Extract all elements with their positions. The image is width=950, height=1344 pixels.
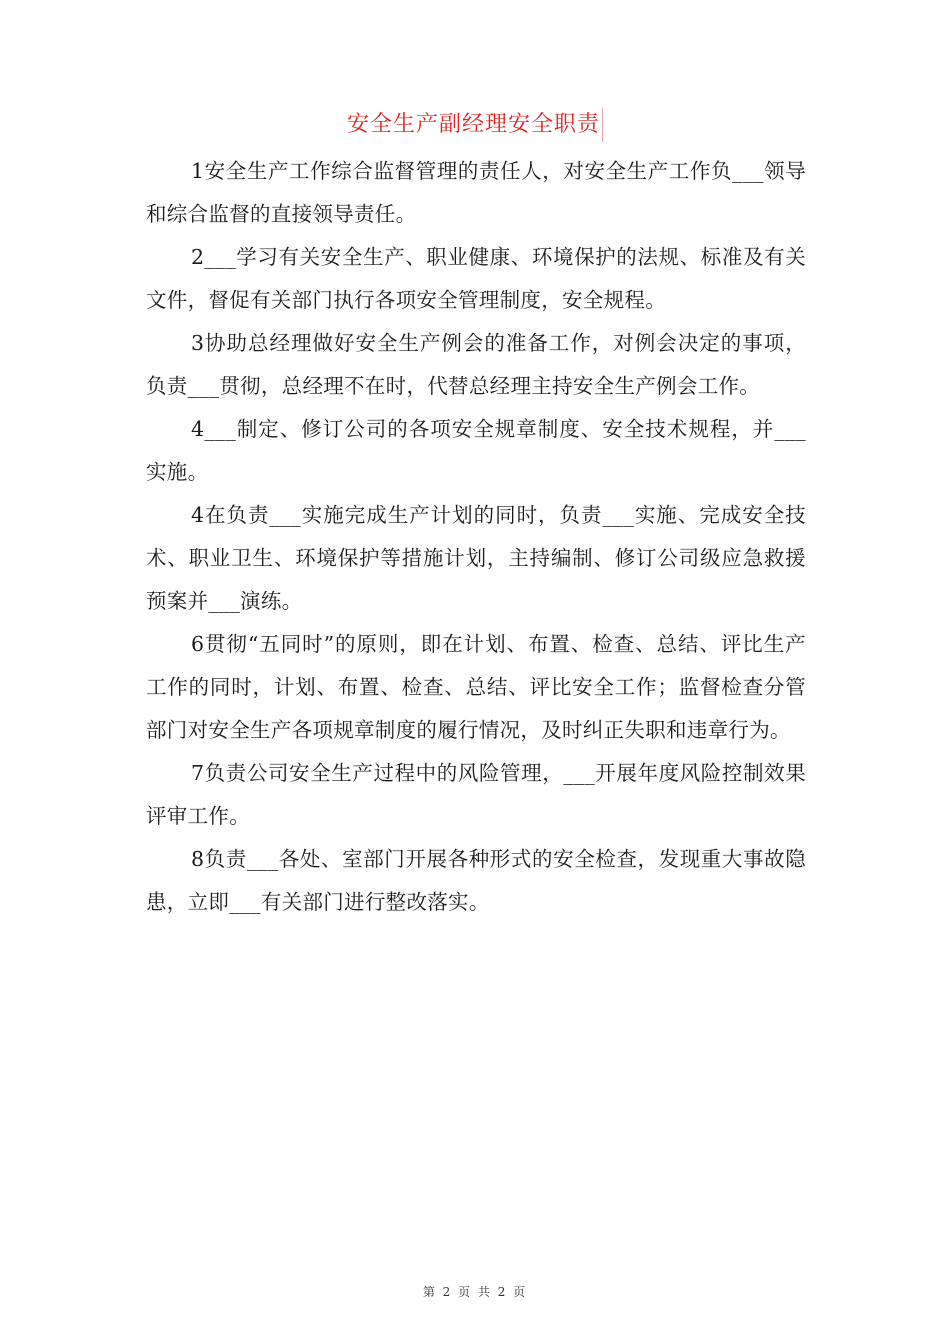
page-footer: 第 2 页 共 2 页 <box>422 1285 528 1299</box>
paragraph-8: 8负责___各处、室部门开展各种形式的安全检查，发现重大事故隐患，立即___有关部门进行整改落实。 <box>146 847 806 914</box>
paragraph-4: 4___制定、修订公司的各项安全规章制度、安全技术规程，并___实施。 <box>146 417 806 484</box>
paragraph-2: 2___学习有关安全生产、职业健康、环境保护的法规、标准及有关文件，督促有关部门执行各项安全管理制度，安全规程。 <box>146 245 806 312</box>
document-body <box>146 150 806 924</box>
paragraph-5: 4在负责___实施完成生产计划的同时，负责___实施、完成安全技术、职业卫生、环境保护等措施计划，主持编制、修订公司级应急救援预案并___演练。 <box>146 503 806 613</box>
document-title: 安全生产副经理安全职责 <box>347 108 603 142</box>
paragraph-3: 3协助总经理做好安全生产例会的准备工作，对例会决定的事项，负责___贯彻，总经理不在时，代替总经理主持安全生产例会工作。 <box>146 331 806 398</box>
paragraph-1: 1安全生产工作综合监督管理的责任人，对安全生产工作负___领导和综合监督的直接领导责任。 <box>146 159 806 226</box>
title-container <box>0 108 950 142</box>
paragraph-7: 7负责公司安全生产过程中的风险管理，___开展年度风险控制效果评审工作。 <box>146 761 806 828</box>
paragraph-6: 6贯彻“五同时”的原则，即在计划、布置、检查、总结、评比生产工作的同时，计划、布置、检查、总结、评比安全工作；监督检查分管部门对安全生产各项规章制度的履行情况，及时纠正失职和违章行为。 <box>146 632 806 742</box>
